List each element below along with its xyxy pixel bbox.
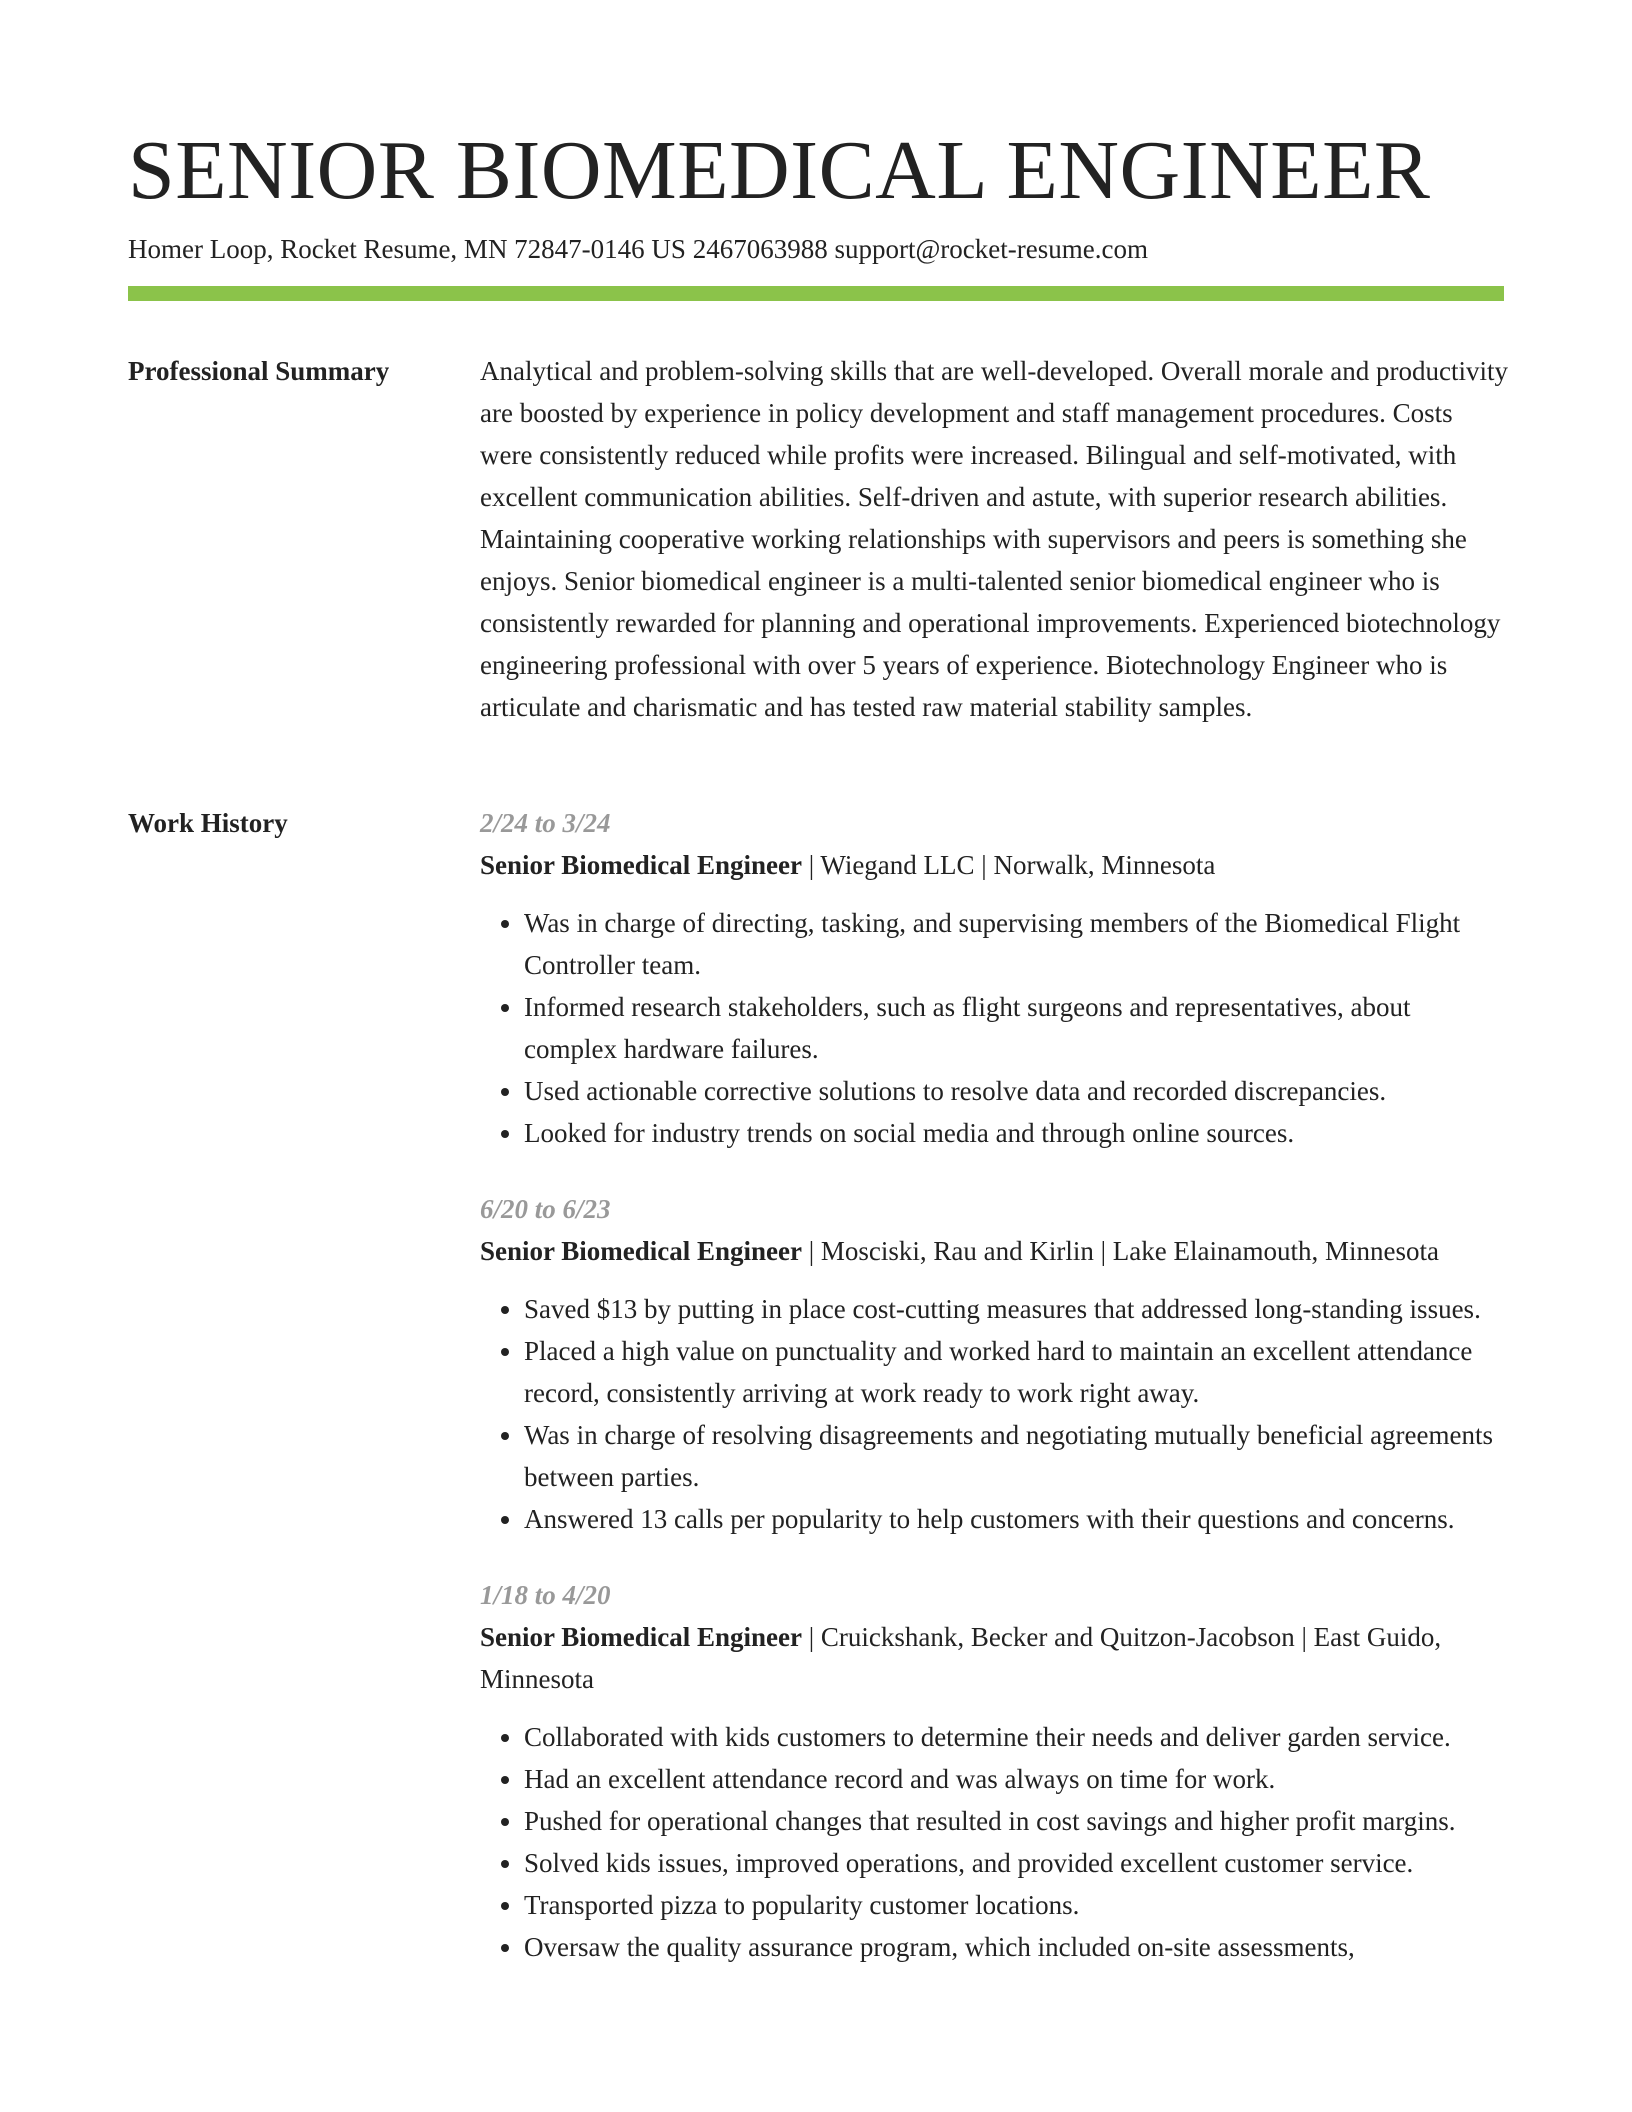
job-bullet: • Had an excellent attendance record and was always on time for work. [524, 1758, 1510, 1800]
job-heading [480, 844, 1510, 886]
job-bullet: • Answered 13 calls per popularity to help customers with their questions and concerns. [524, 1498, 1510, 1540]
page-title: SENIOR BIOMEDICAL ENGINEER [128, 124, 1431, 217]
job-dates: 2/24 to 3/24 [480, 808, 611, 838]
job-employer-location: | Cruickshank, Becker and Quitzon-Jacobson | East Guido, Minnesota [480, 1622, 1442, 1694]
job-title: Senior Biomedical Engineer [480, 1622, 802, 1652]
job-bullet: • Oversaw the quality assurance program, which included on-site assessments, [524, 1926, 1510, 1968]
job-dates: 1/18 to 4/20 [480, 1580, 611, 1610]
job-bullet: • Informed research stakeholders, such as flight surgeons and representatives, about complex hardware failures. [524, 986, 1510, 1070]
job-dates: 6/20 to 6/23 [480, 1194, 611, 1224]
job-employer-location: | Wiegand LLC | Norwalk, Minnesota [802, 850, 1216, 880]
summary-text: Analytical and problem-solving skills that are well-developed. Overall morale and productivity are boosted by experience in policy development and staff management procedures. Costs were consistently reduced while profits were increased. Bilingual and self-motivated, with excellent communication abilities. Self-driven and astute, with superior research abilities. Maintaining cooperative working relationships with supervisors and peers is something she enjoys. Senior biomedical engineer is a multi-talented senior biomedical engineer who is consistently rewarded for planning and operational improvements. Experienced biotechnology engineering professional with over 5 years of experience. Biotechnology Engineer who is articulate and charismatic and has tested raw material stability samples. [480, 356, 1508, 722]
summary-section [480, 350, 1510, 728]
job-bullet: • Was in charge of directing, tasking, and supervising members of the Biomedical Flight Controller team. [524, 902, 1510, 986]
job-bullet: • Was in charge of resolving disagreements and negotiating mutually beneficial agreements between parties. [524, 1414, 1510, 1498]
job-bullet: • Saved $13 by putting in place cost-cutting measures that addressed long-standing issues. [524, 1288, 1510, 1330]
job-bullet: • Pushed for operational changes that resulted in cost savings and higher profit margins. [524, 1800, 1510, 1842]
job-bullet: • Used actionable corrective solutions to resolve data and recorded discrepancies. [524, 1070, 1510, 1112]
job-bullets [480, 1716, 1510, 1968]
job-title: Senior Biomedical Engineer [480, 850, 802, 880]
work-history-section [480, 802, 1510, 2002]
job-heading [480, 1230, 1510, 1272]
job-title: Senior Biomedical Engineer [480, 1236, 802, 1266]
summary-section-label: Professional Summary [128, 356, 390, 386]
job-bullets [480, 902, 1510, 1154]
job-bullet: • Collaborated with kids customers to determine their needs and deliver garden service. [524, 1716, 1510, 1758]
job-entry [480, 1574, 1510, 1968]
header-divider [128, 286, 1504, 301]
job-employer-location: | Mosciski, Rau and Kirlin | Lake Elainamouth, Minnesota [802, 1236, 1439, 1266]
job-entry [480, 802, 1510, 1154]
job-bullet: • Solved kids issues, improved operations, and provided excellent customer service. [524, 1842, 1510, 1884]
job-bullets [480, 1288, 1510, 1540]
job-bullet: • Placed a high value on punctuality and worked hard to maintain an excellent attendance record, consistently arriving at work ready to work right away. [524, 1330, 1510, 1414]
job-bullet: • Transported pizza to popularity customer locations. [524, 1884, 1510, 1926]
work-history-section-label: Work History [128, 808, 288, 838]
job-entry [480, 1188, 1510, 1540]
job-bullet: • Looked for industry trends on social media and through online sources. [524, 1112, 1510, 1154]
job-heading [480, 1616, 1510, 1700]
contact-info: Homer Loop, Rocket Resume, MN 72847-0146 US 2467063988 support@rocket-resume.com [128, 234, 1148, 264]
